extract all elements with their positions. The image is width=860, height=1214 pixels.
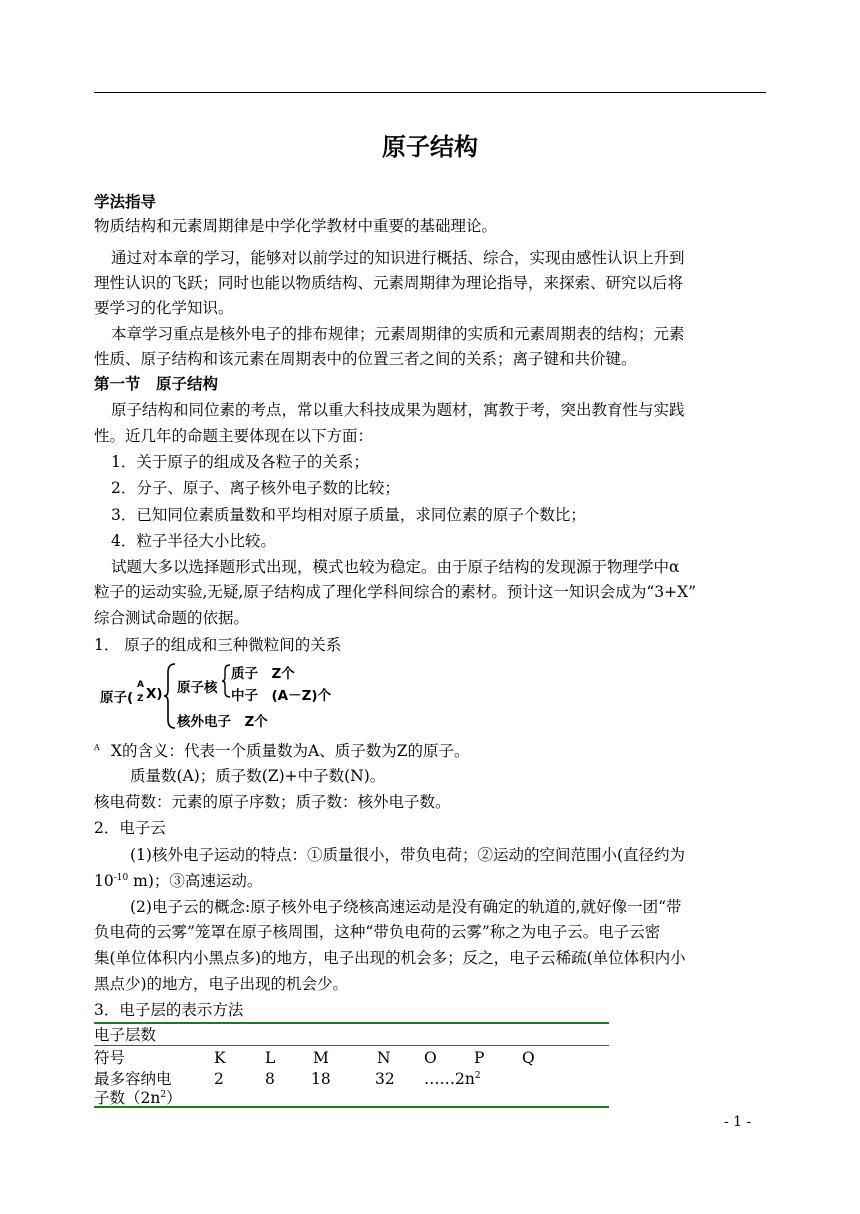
formula-mass-number: A	[137, 680, 144, 690]
section-heading-guide: 学法指导	[94, 193, 157, 211]
formula-brace-outer	[163, 662, 177, 730]
list-item: 2．分子、原子、离子核外电子数的比较；	[111, 479, 400, 497]
table-cell: 2	[214, 1070, 224, 1088]
table-header: 电子层数	[94, 1026, 157, 1044]
formula-neutron: 中子 (A－Z)个	[231, 688, 332, 704]
formula-brace-inner	[221, 664, 231, 698]
formula-atom: 原子(	[100, 690, 134, 706]
table-cell: $\dots\dots 2n^2$	[424, 1070, 481, 1088]
list-item: 4．粒子半径大小比较。	[111, 532, 276, 550]
subheading-3: 3．电子层的表示方法	[94, 1001, 244, 1019]
paragraph-line: 质量数(A)；质子数(Z)+中子数(N)。	[130, 767, 386, 785]
paragraph-line: 负电荷的云雾”笼罩在原子核周围，这种“带负电荷的云雾”称之为电子云。电子云密	[94, 923, 661, 941]
list-item: 3．已知同位素质量数和平均相对原子质量，求同位素的原子个数比；	[111, 506, 586, 524]
paragraph-line: 理性认识的飞跃；同时也能以物质结构、元素周期律为理论指导，来探索、研究以后将	[94, 274, 684, 292]
paragraph-line: 综合测试命题的依据。	[94, 609, 250, 627]
paragraph-line: (1)核外电子运动的特点：①质量很小，带负电荷；②运动的空间范围小(直径约为	[130, 846, 686, 864]
paragraph-line: 集(单位体积内小黑点多)的地方，电子出现的机会多；反之，电子云稀疏(单位体积内小	[94, 949, 686, 967]
paragraph-line: 本章学习重点是核外电子的排布规律；元素周期律的实质和元素周期表的结构；元素	[111, 325, 685, 343]
paragraph-line: 核电荷数：元素的原子序数；质子数：核外电子数。	[94, 793, 451, 811]
table-cell: 18	[311, 1070, 331, 1088]
paragraph-line: 粒子的运动实验,无疑,原子结构成了理化学科间综合的素材。预计这一知识会成为“3+X”	[94, 583, 697, 601]
axz-superscript: A	[94, 743, 100, 752]
table-cell: K	[214, 1049, 226, 1067]
formula-electron: 核外电子 Z个	[177, 714, 268, 730]
header-rule	[94, 92, 766, 93]
table-cell: Q	[522, 1049, 535, 1067]
formula-nucleus: 原子核	[177, 680, 218, 696]
table-rule-mid	[94, 1045, 609, 1046]
paragraph-line: X的含义：代表一个质量数为A、质子数为Z的原子。	[111, 742, 470, 760]
paragraph-line: (2)电子云的概念:原子核外电子绕核高速运动是没有确定的轨道的,就好像一团“带	[130, 898, 682, 916]
table-row-label: 最多容纳电	[94, 1070, 172, 1088]
subheading-1: 1． 原子的组成和三种微粒间的关系	[94, 636, 342, 654]
formula-atomic-number: Z	[137, 694, 144, 704]
table-row-label: 符号	[94, 1049, 126, 1067]
list-item: 1．关于原子的组成及各粒子的关系；	[111, 453, 369, 471]
table-cell: M	[313, 1049, 329, 1067]
paragraph-line: 要学习的化学知识。	[94, 299, 234, 317]
subheading-2: 2．电子云	[94, 819, 166, 837]
table-rule-bottom	[94, 1106, 609, 1108]
table-cell: N	[377, 1049, 391, 1067]
paragraph-line: 试题大多以选择题形式出现，模式也较为稳定。由于原子结构的发现源于物理学中α	[111, 558, 680, 576]
table-cell: O	[424, 1049, 437, 1067]
section-heading-1: 第一节 原子结构	[94, 375, 219, 393]
table-cell: 8	[265, 1070, 275, 1088]
formula-proton: 质子 Z个	[231, 666, 295, 682]
paragraph-line: 原子结构和同位素的考点，常以重大科技成果为题材，寓教于考，突出教育性与实践	[111, 401, 685, 419]
table-cell: 32	[375, 1070, 395, 1088]
page-number: - 1 -	[724, 1114, 752, 1130]
paragraph-line: 物质结构和元素周期律是中学化学教材中重要的基础理论。	[94, 217, 498, 235]
page-title: 原子结构	[382, 133, 478, 161]
table-row-label: 子数$(2n^2)$	[94, 1089, 182, 1107]
paragraph-line: 黑点少)的地方，电子出现的机会少。	[94, 975, 349, 993]
formula-symbol: X)	[146, 686, 163, 702]
paragraph-line: 性。近几年的命题主要体现在以下方面：	[94, 427, 374, 445]
table-rule-top	[94, 1022, 609, 1024]
paragraph-line: $10^{-10}$ m)；③高速运动。	[94, 872, 263, 890]
paragraph-line: 性质、原子结构和该元素在周期表中的位置三者之间的关系；离子键和共价键。	[94, 350, 637, 368]
table-cell: L	[265, 1049, 276, 1067]
table-cell: P	[474, 1049, 485, 1067]
atom-composition-formula	[100, 662, 360, 730]
paragraph-line: 通过对本章的学习，能够对以前学过的知识进行概括、综合，实现由感性认识上升到	[111, 249, 685, 267]
